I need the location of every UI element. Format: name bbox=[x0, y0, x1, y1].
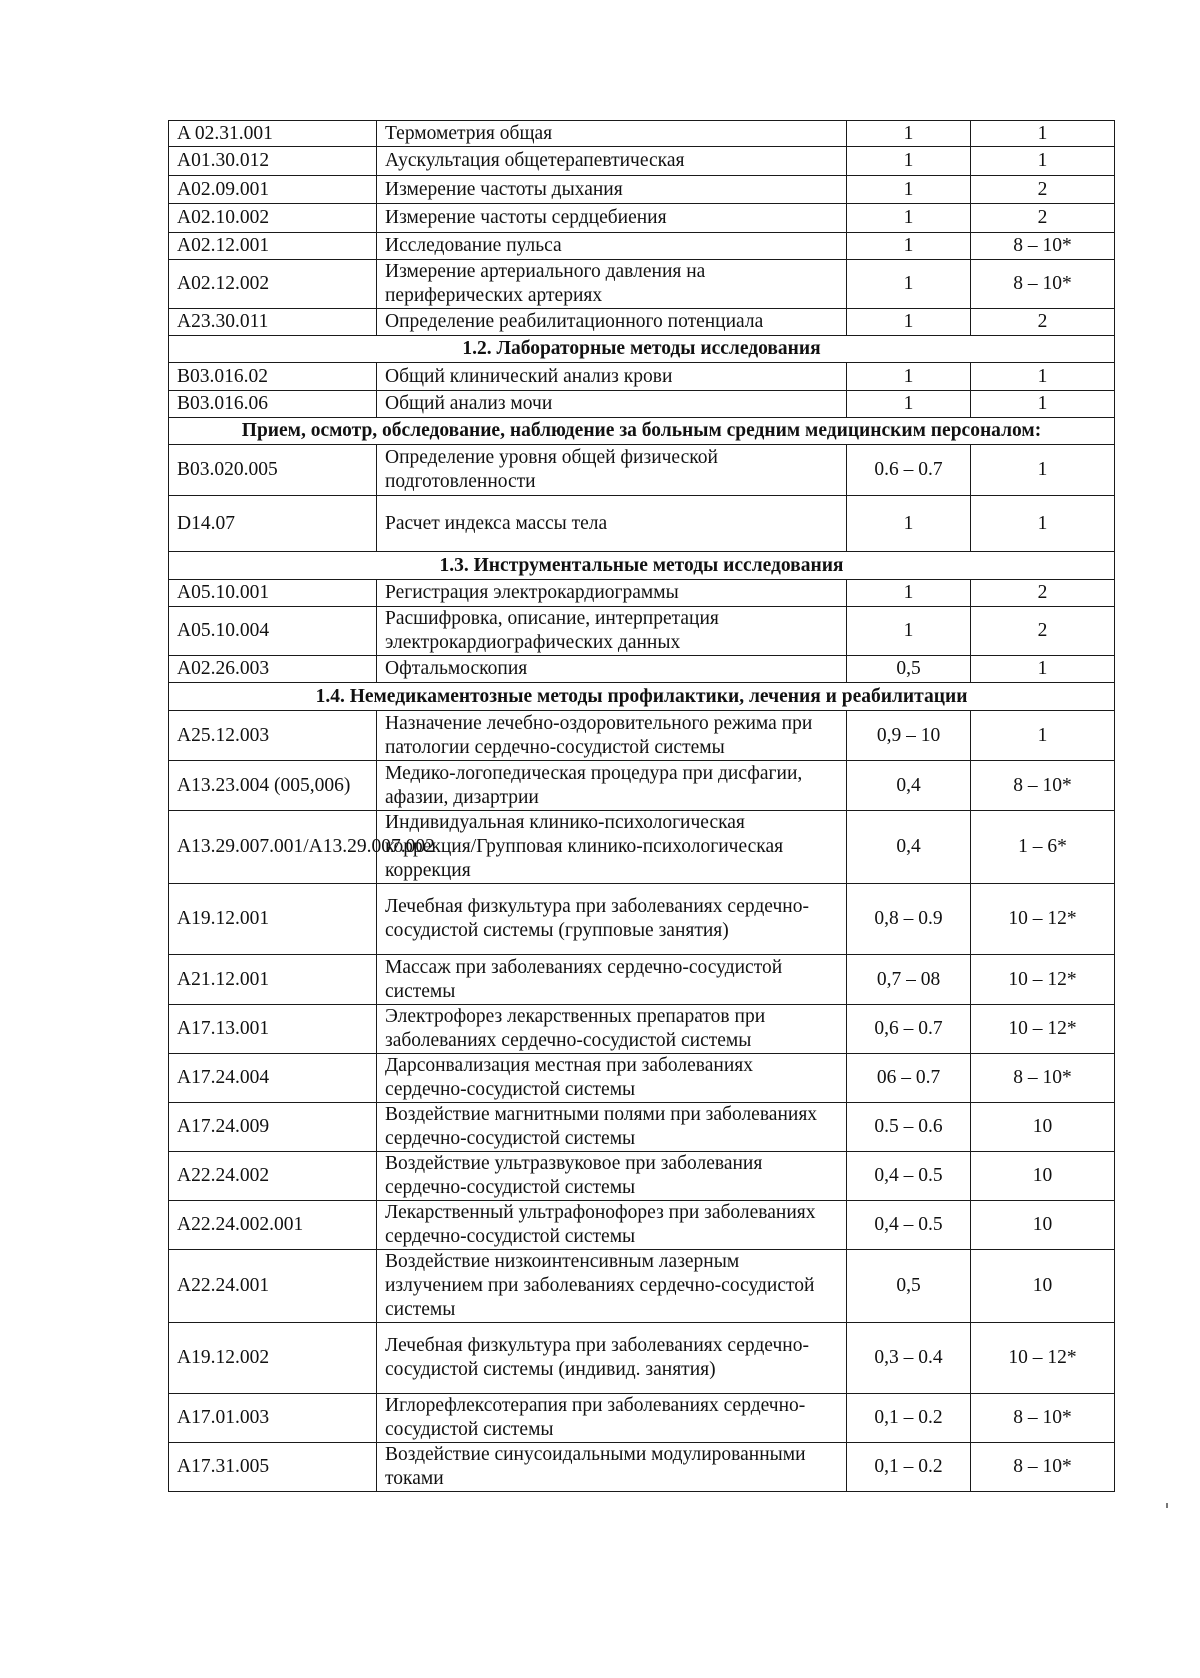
service-code-cell: A02.12.002 bbox=[169, 260, 377, 309]
service-name-cell: Лечебная физкультура при заболеваниях сердечно-сосудистой системы (индивид. занятия) bbox=[377, 1323, 847, 1394]
multiplicity-cell: 1 bbox=[971, 363, 1115, 391]
section-row bbox=[169, 552, 1115, 580]
section-row bbox=[169, 418, 1115, 445]
section-row bbox=[169, 683, 1115, 711]
frequency-cell: 0,5 bbox=[847, 1250, 971, 1323]
frequency-cell: 1 bbox=[847, 233, 971, 260]
table-row bbox=[169, 147, 1115, 176]
service-name-cell: Медико-логопедическая процедура при дисфагии, афазии, дизартрии bbox=[377, 761, 847, 811]
service-code-cell: A22.24.001 bbox=[169, 1250, 377, 1323]
frequency-cell: 0,6 – 0.7 bbox=[847, 1005, 971, 1054]
multiplicity-cell: 8 – 10* bbox=[971, 1443, 1115, 1492]
multiplicity-cell: 1 bbox=[971, 711, 1115, 761]
service-name-cell: Расшифровка, описание, интерпретация электрокардиографических данных bbox=[377, 607, 847, 656]
multiplicity-cell: 1 bbox=[971, 445, 1115, 496]
multiplicity-cell: 2 bbox=[971, 580, 1115, 607]
table-row bbox=[169, 1201, 1115, 1250]
service-code-cell: A22.24.002 bbox=[169, 1152, 377, 1201]
service-code-cell: A02.26.003 bbox=[169, 656, 377, 683]
frequency-cell: 1 bbox=[847, 496, 971, 552]
table-row bbox=[169, 1152, 1115, 1201]
table-row bbox=[169, 1443, 1115, 1492]
services-table bbox=[168, 120, 1115, 1492]
service-code-cell: A25.12.003 bbox=[169, 711, 377, 761]
service-name-cell: Индивидуальная клинико-психологическая коррекция/Групповая клинико-психологическая коррекция bbox=[377, 811, 847, 884]
service-name-cell: Воздействие синусоидальными модулированными токами bbox=[377, 1443, 847, 1492]
service-name-cell: Офтальмоскопия bbox=[377, 656, 847, 683]
table-row bbox=[169, 1323, 1115, 1394]
section-heading: 1.4. Немедикаментозные методы профилактики, лечения и реабилитации bbox=[169, 683, 1115, 711]
table-row bbox=[169, 1054, 1115, 1103]
scan-speck bbox=[1166, 1503, 1168, 1508]
service-name-cell: Определение уровня общей физической подготовленности bbox=[377, 445, 847, 496]
multiplicity-cell: 2 bbox=[971, 309, 1115, 336]
table-row bbox=[169, 1103, 1115, 1152]
service-code-cell: A17.31.005 bbox=[169, 1443, 377, 1492]
frequency-cell: 0.6 – 0.7 bbox=[847, 445, 971, 496]
service-code-cell: D14.07 bbox=[169, 496, 377, 552]
frequency-cell: 0,1 – 0.2 bbox=[847, 1394, 971, 1443]
multiplicity-cell: 1 bbox=[971, 496, 1115, 552]
multiplicity-cell: 1 bbox=[971, 121, 1115, 147]
service-name-cell: Воздействие магнитными полями при заболеваниях сердечно-сосудистой системы bbox=[377, 1103, 847, 1152]
multiplicity-cell: 10 – 12* bbox=[971, 955, 1115, 1005]
multiplicity-cell: 1 bbox=[971, 147, 1115, 176]
service-name-cell: Расчет индекса массы тела bbox=[377, 496, 847, 552]
multiplicity-cell: 10 bbox=[971, 1103, 1115, 1152]
service-name-cell: Лекарственный ультрафонофорез при заболеваниях сердечно-сосудистой системы bbox=[377, 1201, 847, 1250]
service-code-cell: A02.10.002 bbox=[169, 204, 377, 233]
table-row bbox=[169, 607, 1115, 656]
service-code-cell: A02.12.001 bbox=[169, 233, 377, 260]
service-name-cell: Термометрия общая bbox=[377, 121, 847, 147]
frequency-cell: 06 – 0.7 bbox=[847, 1054, 971, 1103]
frequency-cell: 0,8 – 0.9 bbox=[847, 884, 971, 955]
multiplicity-cell: 8 – 10* bbox=[971, 1394, 1115, 1443]
service-name-cell: Исследование пульса bbox=[377, 233, 847, 260]
table-row bbox=[169, 1005, 1115, 1054]
table-row bbox=[169, 811, 1115, 884]
frequency-cell: 1 bbox=[847, 607, 971, 656]
service-name-cell: Воздействие ультразвуковое при заболевания сердечно-сосудистой системы bbox=[377, 1152, 847, 1201]
table-row bbox=[169, 496, 1115, 552]
multiplicity-cell: 10 – 12* bbox=[971, 1323, 1115, 1394]
service-code-cell: A19.12.002 bbox=[169, 1323, 377, 1394]
service-code-cell: A05.10.001 bbox=[169, 580, 377, 607]
multiplicity-cell: 10 – 12* bbox=[971, 1005, 1115, 1054]
multiplicity-cell: 2 bbox=[971, 607, 1115, 656]
table-row bbox=[169, 656, 1115, 683]
service-name-cell: Массаж при заболеваниях сердечно-сосудистой системы bbox=[377, 955, 847, 1005]
section-heading: 1.3. Инструментальные методы исследования bbox=[169, 552, 1115, 580]
service-name-cell: Измерение частоты дыхания bbox=[377, 176, 847, 204]
table-row bbox=[169, 1250, 1115, 1323]
frequency-cell: 0,4 bbox=[847, 811, 971, 884]
service-code-cell: A21.12.001 bbox=[169, 955, 377, 1005]
multiplicity-cell: 8 – 10* bbox=[971, 233, 1115, 260]
service-code-cell: A13.29.007.001/A13.29.007.002 bbox=[169, 811, 377, 884]
service-name-cell: Дарсонвализация местная при заболеваниях сердечно-сосудистой системы bbox=[377, 1054, 847, 1103]
service-code-cell: A05.10.004 bbox=[169, 607, 377, 656]
multiplicity-cell: 10 bbox=[971, 1201, 1115, 1250]
service-name-cell: Общий клинический анализ крови bbox=[377, 363, 847, 391]
section-row bbox=[169, 336, 1115, 363]
multiplicity-cell: 8 – 10* bbox=[971, 260, 1115, 309]
table-row bbox=[169, 204, 1115, 233]
section-heading: Прием, осмотр, обследование, наблюдение за больным средним медицинским персоналом: bbox=[169, 418, 1115, 445]
multiplicity-cell: 1 bbox=[971, 656, 1115, 683]
table-row bbox=[169, 955, 1115, 1005]
service-code-cell: A17.24.004 bbox=[169, 1054, 377, 1103]
service-code-cell: B03.016.06 bbox=[169, 391, 377, 418]
multiplicity-cell: 2 bbox=[971, 204, 1115, 233]
frequency-cell: 1 bbox=[847, 309, 971, 336]
frequency-cell: 0,4 – 0.5 bbox=[847, 1201, 971, 1250]
service-code-cell: A02.09.001 bbox=[169, 176, 377, 204]
frequency-cell: 1 bbox=[847, 391, 971, 418]
frequency-cell: 1 bbox=[847, 121, 971, 147]
section-heading: 1.2. Лабораторные методы исследования bbox=[169, 336, 1115, 363]
service-name-cell: Измерение частоты сердцебиения bbox=[377, 204, 847, 233]
table-row bbox=[169, 309, 1115, 336]
multiplicity-cell: 10 bbox=[971, 1152, 1115, 1201]
service-code-cell: A19.12.001 bbox=[169, 884, 377, 955]
table-row bbox=[169, 445, 1115, 496]
frequency-cell: 0,4 – 0.5 bbox=[847, 1152, 971, 1201]
multiplicity-cell: 10 – 12* bbox=[971, 884, 1115, 955]
service-name-cell: Воздействие низкоинтенсивным лазерным излучением при заболеваниях сердечно-сосудистой системы bbox=[377, 1250, 847, 1323]
frequency-cell: 1 bbox=[847, 363, 971, 391]
service-name-cell: Общий анализ мочи bbox=[377, 391, 847, 418]
multiplicity-cell: 10 bbox=[971, 1250, 1115, 1323]
frequency-cell: 1 bbox=[847, 176, 971, 204]
services-table-body bbox=[169, 121, 1115, 1492]
frequency-cell: 0,9 – 10 bbox=[847, 711, 971, 761]
service-code-cell: A13.23.004 (005,006) bbox=[169, 761, 377, 811]
table-row bbox=[169, 1394, 1115, 1443]
multiplicity-cell: 1 bbox=[971, 391, 1115, 418]
table-row bbox=[169, 121, 1115, 147]
table-row bbox=[169, 580, 1115, 607]
table-row bbox=[169, 233, 1115, 260]
service-code-cell: A01.30.012 bbox=[169, 147, 377, 176]
frequency-cell: 0,5 bbox=[847, 656, 971, 683]
table-row bbox=[169, 711, 1115, 761]
frequency-cell: 0.5 – 0.6 bbox=[847, 1103, 971, 1152]
frequency-cell: 1 bbox=[847, 147, 971, 176]
service-code-cell: B03.016.02 bbox=[169, 363, 377, 391]
service-code-cell: A17.13.001 bbox=[169, 1005, 377, 1054]
service-name-cell: Лечебная физкультура при заболеваниях сердечно-сосудистой системы (групповые занятия) bbox=[377, 884, 847, 955]
service-name-cell: Определение реабилитационного потенциала bbox=[377, 309, 847, 336]
service-code-cell: A 02.31.001 bbox=[169, 121, 377, 147]
service-name-cell: Измерение артериального давления на периферических артериях bbox=[377, 260, 847, 309]
frequency-cell: 1 bbox=[847, 260, 971, 309]
table-row bbox=[169, 884, 1115, 955]
service-code-cell: A17.24.009 bbox=[169, 1103, 377, 1152]
table-row bbox=[169, 761, 1115, 811]
table-row bbox=[169, 391, 1115, 418]
service-code-cell: A17.01.003 bbox=[169, 1394, 377, 1443]
multiplicity-cell: 2 bbox=[971, 176, 1115, 204]
table-row bbox=[169, 260, 1115, 309]
service-name-cell: Назначение лечебно-оздоровительного режима при патологии сердечно-сосудистой системы bbox=[377, 711, 847, 761]
frequency-cell: 0,3 – 0.4 bbox=[847, 1323, 971, 1394]
frequency-cell: 0,7 – 08 bbox=[847, 955, 971, 1005]
service-name-cell: Иглорефлексотерапия при заболеваниях сердечно-сосудистой системы bbox=[377, 1394, 847, 1443]
service-code-cell: B03.020.005 bbox=[169, 445, 377, 496]
frequency-cell: 1 bbox=[847, 580, 971, 607]
table-row bbox=[169, 176, 1115, 204]
frequency-cell: 0,4 bbox=[847, 761, 971, 811]
multiplicity-cell: 8 – 10* bbox=[971, 1054, 1115, 1103]
service-code-cell: A23.30.011 bbox=[169, 309, 377, 336]
multiplicity-cell: 1 – 6* bbox=[971, 811, 1115, 884]
service-name-cell: Аускультация общетерапевтическая bbox=[377, 147, 847, 176]
frequency-cell: 1 bbox=[847, 204, 971, 233]
service-name-cell: Регистрация электрокардиограммы bbox=[377, 580, 847, 607]
frequency-cell: 0,1 – 0.2 bbox=[847, 1443, 971, 1492]
service-code-cell: A22.24.002.001 bbox=[169, 1201, 377, 1250]
table-row bbox=[169, 363, 1115, 391]
multiplicity-cell: 8 – 10* bbox=[971, 761, 1115, 811]
service-name-cell: Электрофорез лекарственных препаратов при заболеваниях сердечно-сосудистой системы bbox=[377, 1005, 847, 1054]
